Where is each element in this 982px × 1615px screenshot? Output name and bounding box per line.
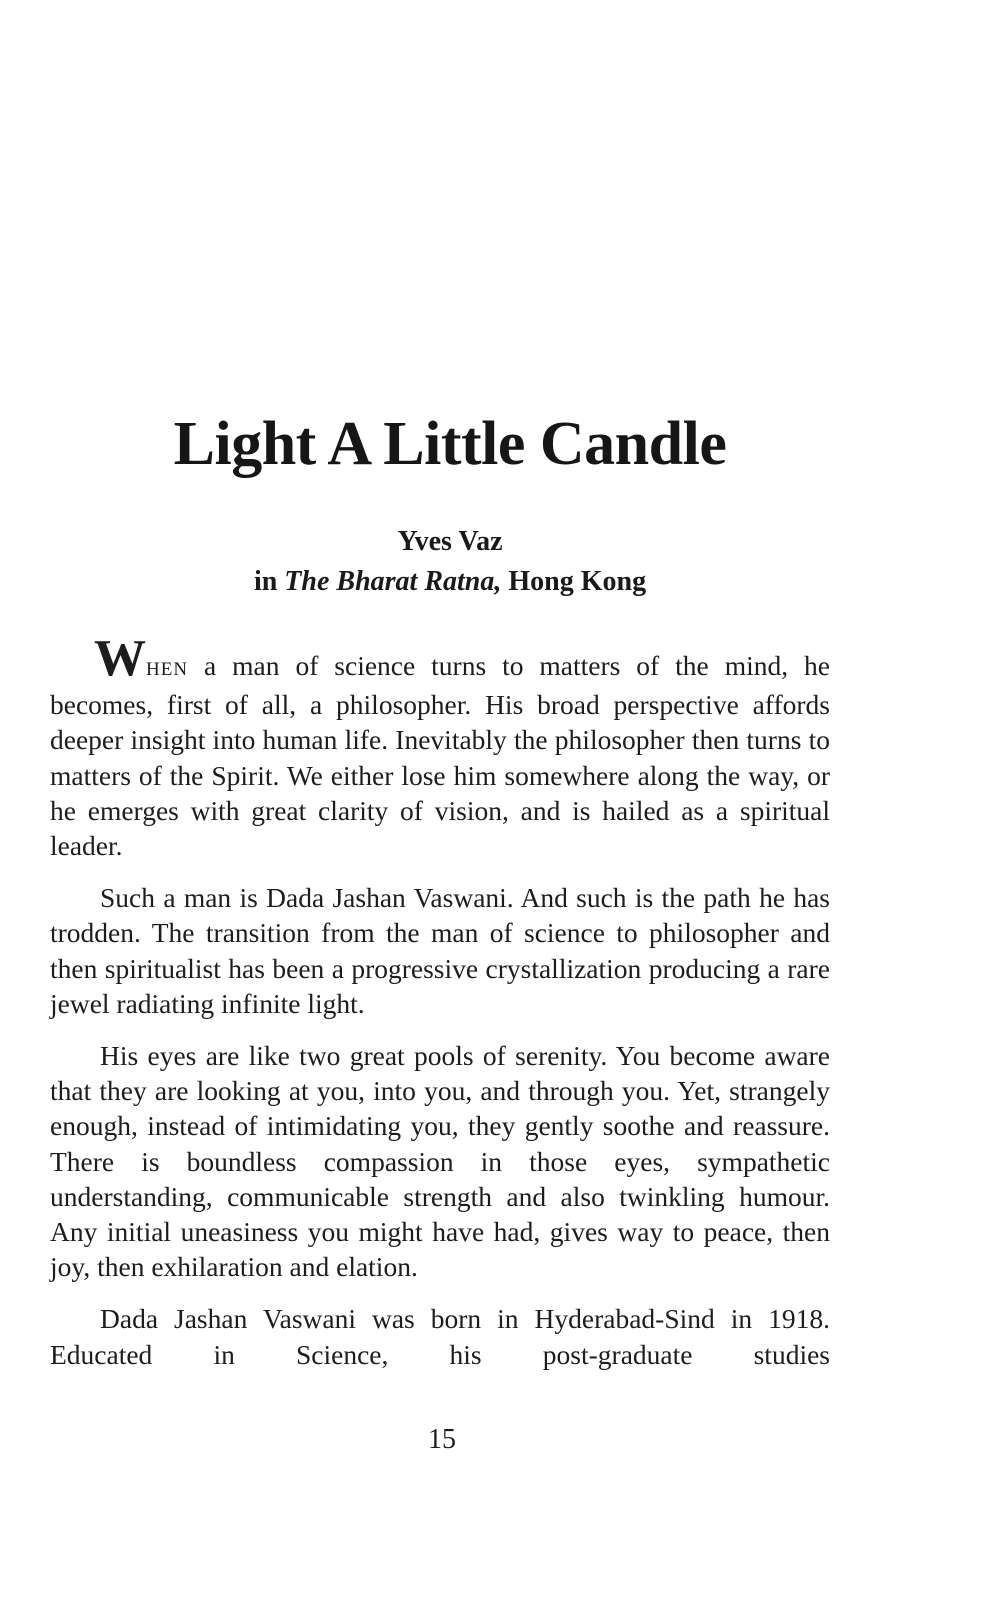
paragraph-4: Dada Jashan Vaswani was born in Hyderabad-Sind in 1918. Educated in Science, his post-graduate studies: [50, 1303, 830, 1370]
small-caps-lead: HEN: [146, 659, 189, 680]
source-prefix: in: [253, 566, 285, 597]
author-name: Yves Vaz: [397, 526, 503, 557]
drop-cap: W: [94, 630, 146, 687]
source-suffix: Hong Kong: [501, 566, 647, 597]
paragraph-1: [50, 630, 830, 863]
source-line: [0, 562, 900, 602]
paragraph-3: His eyes are like two great pools of serenity. You become aware that they are looking at you, into you, and through you. Yet, strangely enough, instead of intimidating you, they gently soothe and reassure. There is boundless compassion in those eyes, sympathetic understanding, communicable strength and also twinkling humour. Any initial uneasiness you might have had, gives way to peace, then joy, then exhilaration and elation.: [50, 1040, 830, 1283]
paragraph-1-text: a man of science turns to matters of the mind, he becomes, first of all, a philosopher. His broad perspective affords deeper insight into human life. Inevitably the philosopher then turns to matters of the Spirit. We either lose him somewhere along the way, or he emerges with great clarity of vision, and is hailed as a spiritual leader.: [50, 650, 830, 862]
article-body: [50, 630, 830, 1389]
page-number: 15: [428, 1424, 456, 1455]
source-publication: The Bharat Ratna,: [284, 566, 502, 597]
byline: [0, 522, 900, 602]
paragraph-2: Such a man is Dada Jashan Vaswani. And such is the path he has trodden. The transition from the man of science to philosopher and then spiritualist has been a progressive crystallization producing a rare jewel radiating infinite light.: [50, 882, 830, 1019]
chapter-title: Light A Little Candle: [173, 410, 727, 478]
